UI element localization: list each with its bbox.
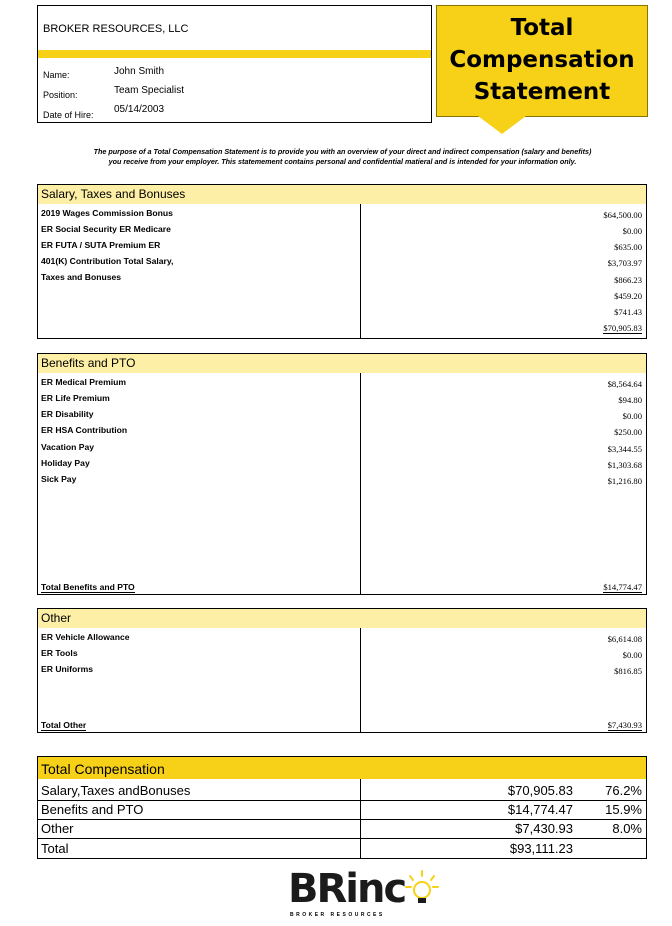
summary-label: Benefits and PTO — [41, 802, 144, 817]
logo-subtitle: BROKER RESOURCES — [290, 912, 385, 918]
benefit-amount: $94.80 — [618, 395, 642, 405]
summary-amount: $7,430.93 — [515, 821, 573, 836]
summary-label: Salary,Taxes andBonuses — [41, 783, 191, 798]
salary-section — [37, 184, 647, 339]
other-label: ER Tools — [41, 648, 78, 658]
salary-text-line: ER Social Security ER Medicare — [41, 224, 171, 234]
other-section — [37, 608, 647, 733]
benefit-amount: $8,564.64 — [607, 379, 642, 389]
position-label: Position: — [43, 90, 78, 100]
benefit-label: Vacation Pay — [41, 442, 95, 452]
benefit-amount: $0.00 — [622, 411, 642, 421]
purpose-note — [30, 147, 655, 167]
statement-title — [436, 5, 648, 117]
title-line: Compensation — [449, 47, 635, 73]
salary-amount: $459.20 — [614, 291, 642, 301]
summary-amount: $14,774.47 — [507, 802, 573, 817]
summary-row — [38, 819, 646, 838]
column-divider — [360, 204, 361, 338]
salary-amount: $64,500.00 — [603, 210, 642, 220]
salary-text-line: 401(K) Contribution Total Salary, — [41, 256, 174, 266]
other-total-amount: $7,430.93 — [607, 720, 642, 730]
benefit-label: Holiday Pay — [41, 458, 90, 468]
purpose-line: The purpose of a Total Compensation Statement is to provide you with an overview of your direct and indirect compensation (salary and benefits) — [93, 147, 592, 156]
other-label: ER Uniforms — [41, 664, 94, 674]
column-divider — [360, 373, 361, 594]
hire-date-value: 05/14/2003 — [114, 104, 165, 115]
summary-row — [38, 800, 646, 819]
name-value: John Smith — [114, 66, 165, 77]
summary-percent: 15.9% — [605, 802, 642, 817]
summary-label: Total — [41, 841, 69, 856]
summary-percent: 76.2% — [605, 783, 642, 798]
purpose-line: you receive from your employer. This statemement contains personal and confidential matieral and is intended for your information only. — [108, 157, 577, 166]
benefit-label: ER HSA Contribution — [41, 425, 128, 435]
company-name: BROKER RESOURCES, LLC — [43, 23, 189, 35]
salary-total-amount: $70,905.83 — [603, 323, 642, 333]
title-pointer — [478, 116, 526, 134]
benefit-amount: $1,303.68 — [607, 460, 642, 470]
salary-amount: $3,703.97 — [607, 258, 642, 268]
other-amount: $0.00 — [622, 650, 642, 660]
salary-amount: $866.23 — [614, 275, 642, 285]
other-total-label: Total Other — [41, 720, 87, 730]
salary-text-line: 2019 Wages Commission Bonus — [41, 208, 173, 218]
benefit-label: ER Medical Premium — [41, 377, 127, 387]
benefit-label: Sick Pay — [41, 474, 77, 484]
logo-wordmark: BRinc — [288, 866, 406, 912]
other-amount: $6,614.08 — [607, 634, 642, 644]
title-line: Total — [510, 15, 574, 41]
section-heading: Other — [38, 609, 646, 628]
name-label: Name: — [43, 70, 70, 80]
other-amount: $816.85 — [614, 666, 642, 676]
benefit-label: ER Life Premium — [41, 393, 110, 403]
salary-amount: $0.00 — [622, 226, 642, 236]
brinc-logo — [286, 866, 446, 924]
benefit-label: ER Disability — [41, 409, 94, 419]
salary-amount: $635.00 — [614, 242, 642, 252]
column-divider — [360, 628, 361, 732]
salary-text-line: ER FUTA / SUTA Premium ER — [41, 240, 161, 250]
salary-amount: $741.43 — [614, 307, 642, 317]
summary-percent: 8.0% — [612, 821, 642, 836]
summary-amount: $93,111.23 — [509, 841, 573, 856]
lightbulb-icon — [404, 868, 440, 912]
hire-date-label: Date of Hire: — [43, 110, 94, 120]
benefits-section — [37, 353, 647, 595]
benefit-amount: $250.00 — [614, 427, 642, 437]
section-heading: Benefits and PTO — [38, 354, 646, 373]
salary-text-line: Taxes and Bonuses — [41, 272, 122, 282]
employee-info-box — [37, 5, 432, 123]
section-heading: Salary, Taxes and Bonuses — [38, 185, 646, 204]
summary-amount: $70,905.83 — [507, 783, 573, 798]
other-label: ER Vehicle Allowance — [41, 632, 130, 642]
benefit-amount: $3,344.55 — [607, 444, 642, 454]
summary-label: Other — [41, 821, 74, 836]
summary-row — [38, 839, 646, 858]
summary-heading: Total Compensation — [38, 757, 646, 779]
summary-row — [38, 781, 646, 800]
benefits-total-label: Total Benefits and PTO — [41, 582, 135, 592]
total-compensation-summary — [37, 756, 647, 859]
title-line: Statement — [473, 79, 611, 105]
position-value: Team Specialist — [114, 85, 185, 96]
header-accent-bar — [38, 50, 431, 58]
benefit-amount: $1,216.80 — [607, 476, 642, 486]
benefits-total-amount: $14,774.47 — [603, 582, 642, 592]
